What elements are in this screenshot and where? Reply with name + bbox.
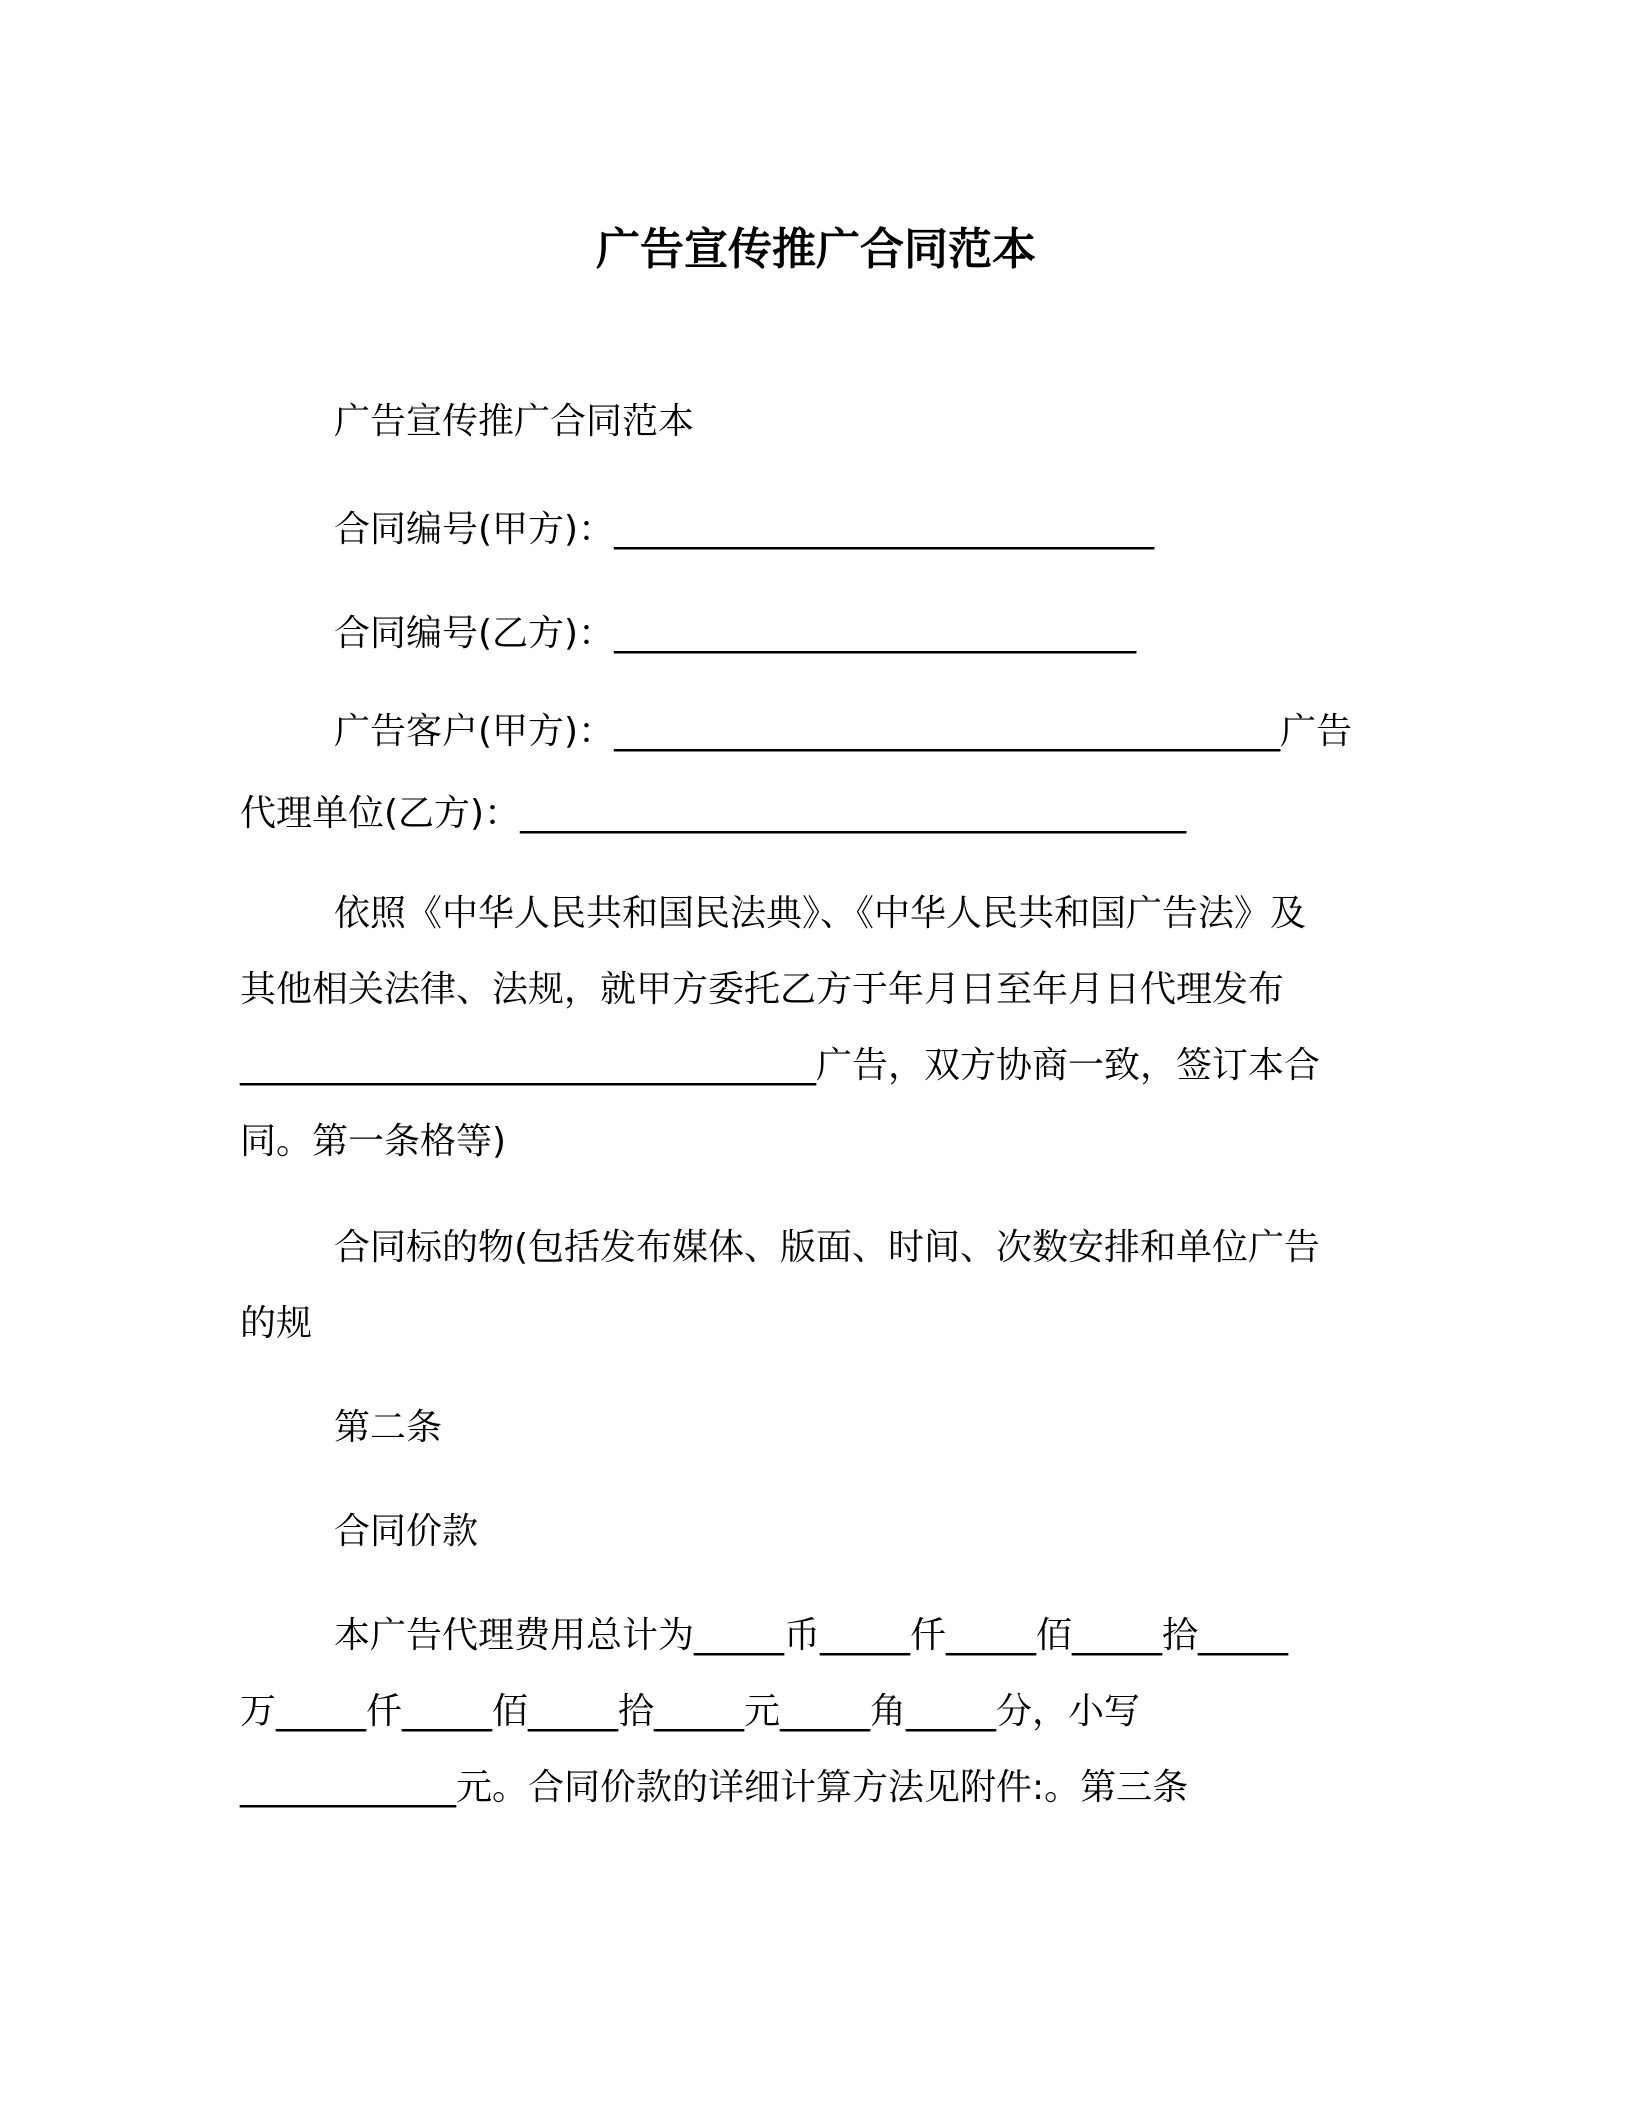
preamble-line-4: 同。第一条格等)	[240, 1121, 507, 1162]
preamble-line-1: 依照《中华人民共和国民法典》、《中华人民共和国广告法》及	[334, 893, 1307, 934]
contract-price-heading: 合同价款	[334, 1511, 479, 1552]
subtitle-line: 广告宣传推广合同范本	[334, 401, 695, 442]
price-line-1: 本广告代理费用总计为_____币_____仟_____佰_____拾_____	[334, 1615, 1289, 1656]
agency-unit-line: 代理单位(乙方)：_____________________________________	[240, 793, 1187, 834]
contract-number-party-a-line: 合同编号(甲方)：______________________________	[334, 509, 1155, 550]
contract-number-party-b-line: 合同编号(乙方)：_____________________________	[334, 613, 1137, 654]
advertising-client-line: 广告客户(甲方)：_____________________________________广告	[334, 711, 1353, 752]
article-two-heading: 第二条	[334, 1407, 443, 1448]
document-title: 广告宣传推广合同范本	[596, 224, 1036, 275]
preamble-line-2: 其他相关法律、法规，就甲方委托乙方于年月日至年月日代理发布	[240, 969, 1285, 1010]
price-line-2: 万_____仟_____佰_____拾_____元_____角_____分，小写	[240, 1691, 1141, 1732]
preamble-line-3: ________________________________广告，双方协商一致，签订本合	[240, 1045, 1321, 1086]
price-line-3: ____________元。合同价款的详细计算方法见附件:。第三条	[240, 1767, 1189, 1808]
subject-matter-line-2: 的规	[240, 1303, 313, 1344]
subject-matter-line-1: 合同标的物(包括发布媒体、版面、时间、次数安排和单位广告	[334, 1227, 1321, 1268]
